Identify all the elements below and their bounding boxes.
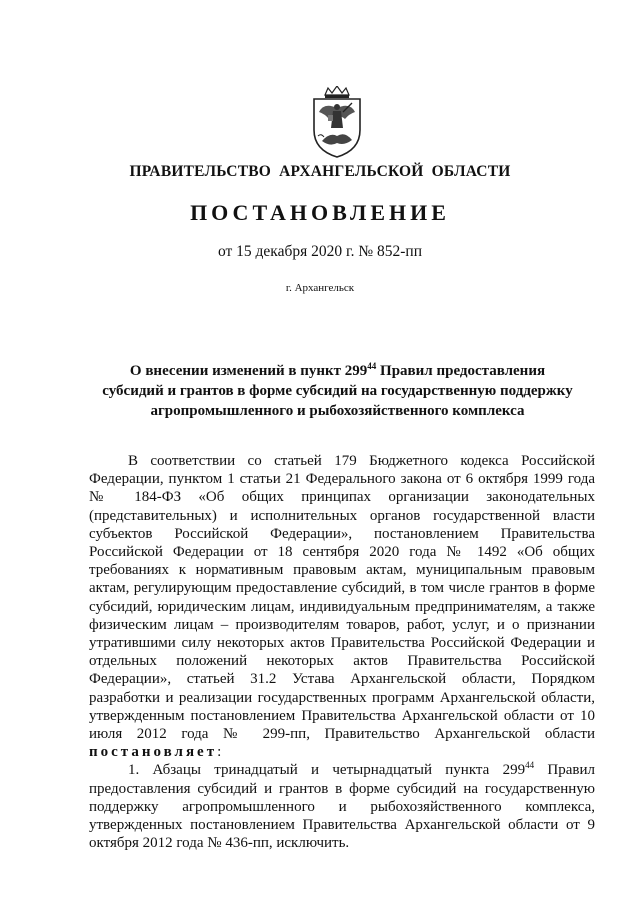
- document-body: [89, 452, 595, 852]
- document-date-number: от 15 декабря 2020 г. № 852-пп: [217, 243, 423, 260]
- title-line-1: [95, 361, 580, 381]
- clause-1-paragraph: [89, 761, 595, 852]
- title-line-2: субсидий и грантов в форме субсидий на государственную поддержку: [102, 383, 573, 399]
- title-line-1-end: Правил предоставления: [376, 363, 546, 379]
- resolves-keyword: постановляет: [89, 744, 218, 761]
- title-superscript: 44: [367, 361, 377, 371]
- organization-name: ПРАВИТЕЛЬСТВО АРХАНГЕЛЬСКОЙ ОБЛАСТИ: [129, 163, 511, 180]
- coat-of-arms-emblem-icon: [308, 86, 366, 158]
- clause-1-superscript: 44: [525, 760, 535, 771]
- document-title: [95, 361, 580, 421]
- clause-1-text: 1. Абзацы тринадцатый и четырнадцатый пункта 299: [128, 762, 526, 779]
- title-line-1-text: О внесении изменений в пункт 299: [129, 363, 368, 379]
- preamble-end: :: [217, 744, 222, 761]
- preamble-text: В соответствии со статьей 179 Бюджетного кодекса Российской Федерации, пунктом 1 статьи 21 Федерального закона от 6 октября 1999 года № 184-ФЗ «Об общих принципах организации законодательных (представительных) и исполнительных органов государственной власти субъектов Российской Федерации», постановлением Правительства Российской Федерации от 18 сентября 2020 года № 1492 «Об общих требованиях к нормативным правовым актам, муниципальным правовым актам, регулирующим предоставление субсидий, в том числе грантов в форме субсидий, юридическим лицам, индивидуальным предпринимателям, а также физическим лицам – производителям товаров, работ, услуг, и о признании утратившими силу некоторых актов Правительства Российской Федерации и отдельных положений некоторых актов Правительства Российской Федерации», статьей 31.2 Устава Архангельской области, Порядком разработки и реализации государственных программ Архангельской области, утвержденным постановлением Правительства Архангельской области от 10 июля 2012 года № 299-пп, Правительство Архангельской области: [89, 453, 595, 743]
- document-type: ПОСТАНОВЛЕНИЕ: [190, 200, 450, 225]
- clause-1-end: Правил предоставления субсидий и грантов в форме субсидий на государственную поддержку агропромышленного и рыбохозяйственного комплекса, утвержденных постановлением Правительства Архангельской области от 9 октября 2012 года № 436-пп, исключить.: [89, 762, 596, 852]
- preamble-paragraph: [89, 452, 595, 761]
- title-line-3: агропромышленного и рыбохозяйственного комплекса: [150, 403, 525, 419]
- document-city: г. Архангельск: [285, 282, 355, 294]
